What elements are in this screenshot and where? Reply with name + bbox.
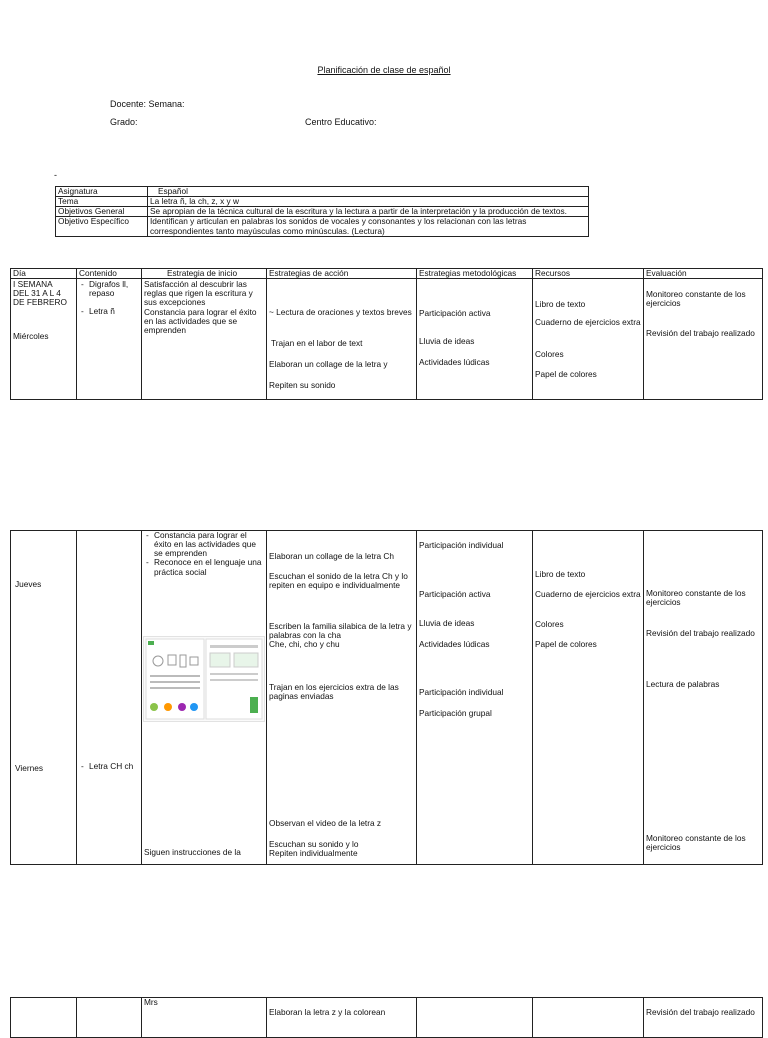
list-item: Libro de texto bbox=[535, 299, 586, 310]
list-item: Revisión del trabajo realizado bbox=[646, 1007, 755, 1017]
list-item: Participación individual bbox=[419, 687, 504, 697]
list-item: - Digrafos ll, repaso bbox=[79, 280, 139, 298]
dia-cell bbox=[11, 998, 77, 1038]
list-item: Participación activa bbox=[419, 589, 491, 599]
info-label: Tema bbox=[56, 197, 148, 207]
list-item: Repiten su sonido bbox=[269, 380, 336, 391]
inicio-bottom-text: Siguen instrucciones de la bbox=[144, 847, 241, 857]
info-row bbox=[56, 187, 589, 197]
info-value: Se apropian de la técnica cultural de la escritura y la lectura a partir de la interpretación y la producción de textos. bbox=[148, 207, 589, 217]
recursos-cell bbox=[533, 998, 644, 1038]
inicio-cell bbox=[142, 279, 267, 400]
day-label: Miércoles bbox=[13, 331, 49, 342]
list-item: Trajan en los ejercicios extra de las paginas enviadas bbox=[269, 682, 399, 702]
dia-cell bbox=[11, 279, 77, 400]
list-item: Papel de colores bbox=[535, 639, 597, 649]
list-item: - Constancia para lograr el éxito en las actividades que se emprenden bbox=[144, 531, 264, 558]
page-title: Planificación de clase de español bbox=[317, 65, 451, 75]
list-item: Libro de texto bbox=[535, 569, 586, 579]
list-item: Lluvia de ideas bbox=[419, 618, 475, 628]
day-label-jueves: Jueves bbox=[15, 579, 42, 589]
info-table bbox=[55, 186, 589, 237]
accion-cell bbox=[267, 998, 417, 1038]
list-item: Lluvia de ideas bbox=[419, 336, 475, 347]
col-evaluacion: Evaluación bbox=[644, 269, 763, 279]
info-value: Español bbox=[148, 187, 589, 197]
plan-table-week1-partial bbox=[10, 997, 763, 1038]
list-item: Revisión del trabajo realizado bbox=[646, 328, 755, 339]
list-item: Monitoreo constante de los ejercicios bbox=[646, 289, 746, 309]
col-metodologicas: Estrategias metodológicas bbox=[417, 269, 533, 279]
list-item: Elaboran la letra z y la colorean bbox=[269, 1007, 386, 1017]
info-label: Objetivo Específico bbox=[56, 217, 148, 236]
info-row bbox=[56, 217, 589, 236]
list-item: - Letra CH ch bbox=[79, 762, 139, 771]
list-item: Actividades lúdicas bbox=[419, 357, 490, 368]
worksheet-illustration bbox=[144, 637, 264, 721]
info-value: Identifican y articulan en palabras los sonidos de vocales y consonantes y los relacionan con las letras correspondientes tanto mayúsculas como minúsculas. (Lectura) bbox=[148, 217, 589, 236]
list-item: Revisión del trabajo realizado bbox=[646, 628, 755, 638]
metodologicas-cell bbox=[417, 531, 533, 865]
info-row bbox=[56, 207, 589, 217]
table-row bbox=[11, 531, 763, 865]
contenido-cell bbox=[77, 531, 142, 865]
list-item: Participación individual bbox=[419, 540, 504, 550]
stray-dash: - bbox=[54, 170, 57, 180]
list-item: Participación activa bbox=[419, 308, 491, 319]
accion-cell bbox=[267, 531, 417, 865]
list-item: Elaboran un collage de la letra Ch bbox=[269, 551, 394, 561]
inicio-text: Satisfacción al descubrir las reglas que rigen la escritura y sus excepciones Constancia para lograr el éxito en las actividades que se emprenden bbox=[144, 279, 257, 335]
list-item: Cuaderno de ejercicios extra bbox=[535, 317, 641, 328]
info-row bbox=[56, 197, 589, 207]
week-label: I SEMANA DEL 31 A L 4 DE FEBRERO bbox=[13, 279, 67, 308]
centro-label: Centro Educativo: bbox=[305, 117, 377, 127]
list-item: ~ Lectura de oraciones y textos breves bbox=[269, 307, 412, 318]
list-item: - Letra ñ bbox=[79, 307, 139, 316]
list-item: Colores bbox=[535, 349, 564, 360]
info-label: Asignatura bbox=[56, 187, 148, 197]
col-contenido: Contenido bbox=[77, 269, 142, 279]
list-item: Papel de colores bbox=[535, 369, 597, 380]
day-label-viernes: Viernes bbox=[15, 763, 43, 773]
list-item: Escuchan el sonido de la letra Ch y lo repiten en equipo e individualmente bbox=[269, 571, 408, 591]
contenido-cell bbox=[77, 998, 142, 1038]
list-item: Actividades lúdicas bbox=[419, 639, 490, 649]
metodologicas-cell bbox=[417, 998, 533, 1038]
list-item: Trajan en el labor de text bbox=[271, 338, 363, 349]
list-item: Lectura de palabras bbox=[646, 679, 720, 689]
list-item: Monitoreo constante de los ejercicios bbox=[646, 588, 746, 608]
grado-label: Grado: bbox=[110, 117, 138, 127]
col-dia: Día bbox=[11, 269, 77, 279]
evaluacion-cell bbox=[644, 279, 763, 400]
inicio-text: Mrs bbox=[144, 997, 158, 1007]
list-item: Cuaderno de ejercicios extra bbox=[535, 589, 641, 599]
metodologicas-cell bbox=[417, 279, 533, 400]
info-label: Objetivos General bbox=[56, 207, 148, 217]
list-item: Colores bbox=[535, 619, 564, 629]
col-accion: Estrategias de acción bbox=[267, 269, 417, 279]
column-header-row bbox=[11, 269, 763, 279]
accion-cell bbox=[267, 279, 417, 400]
table-row bbox=[11, 279, 763, 400]
list-item: Participación grupal bbox=[419, 708, 492, 718]
evaluacion-cell bbox=[644, 998, 763, 1038]
contenido-cell bbox=[77, 279, 142, 400]
plan-table-week1 bbox=[10, 268, 763, 400]
recursos-cell bbox=[533, 531, 644, 865]
list-item: Observan el video de la letra z bbox=[269, 818, 382, 828]
list-item: Monitoreo constante de los ejercicios bbox=[646, 833, 746, 853]
evaluacion-cell bbox=[644, 531, 763, 865]
col-recursos: Recursos bbox=[533, 269, 644, 279]
docente-label: Docente: Semana: bbox=[110, 99, 185, 109]
inicio-cell bbox=[142, 998, 267, 1038]
info-value: La letra ñ, la ch, z, x y w bbox=[148, 197, 589, 207]
list-item: Escuchan su sonido y lo Repiten individualmente bbox=[269, 839, 359, 859]
list-item: - Reconoce en el lenguaje una práctica social bbox=[144, 558, 264, 576]
list-item: Escriben la familia silabica de la letra y palabras con la cha Che, chi, cho y chu bbox=[269, 621, 412, 650]
worksheet-thumbnail bbox=[143, 636, 265, 722]
plan-table-week1-continued bbox=[10, 530, 763, 865]
dia-cell bbox=[11, 531, 77, 865]
table-row bbox=[11, 998, 763, 1038]
list-item: Elaboran un collage de la letra y bbox=[269, 359, 388, 370]
col-inicio: Estrategia de inicio bbox=[142, 269, 267, 279]
recursos-cell bbox=[533, 279, 644, 400]
